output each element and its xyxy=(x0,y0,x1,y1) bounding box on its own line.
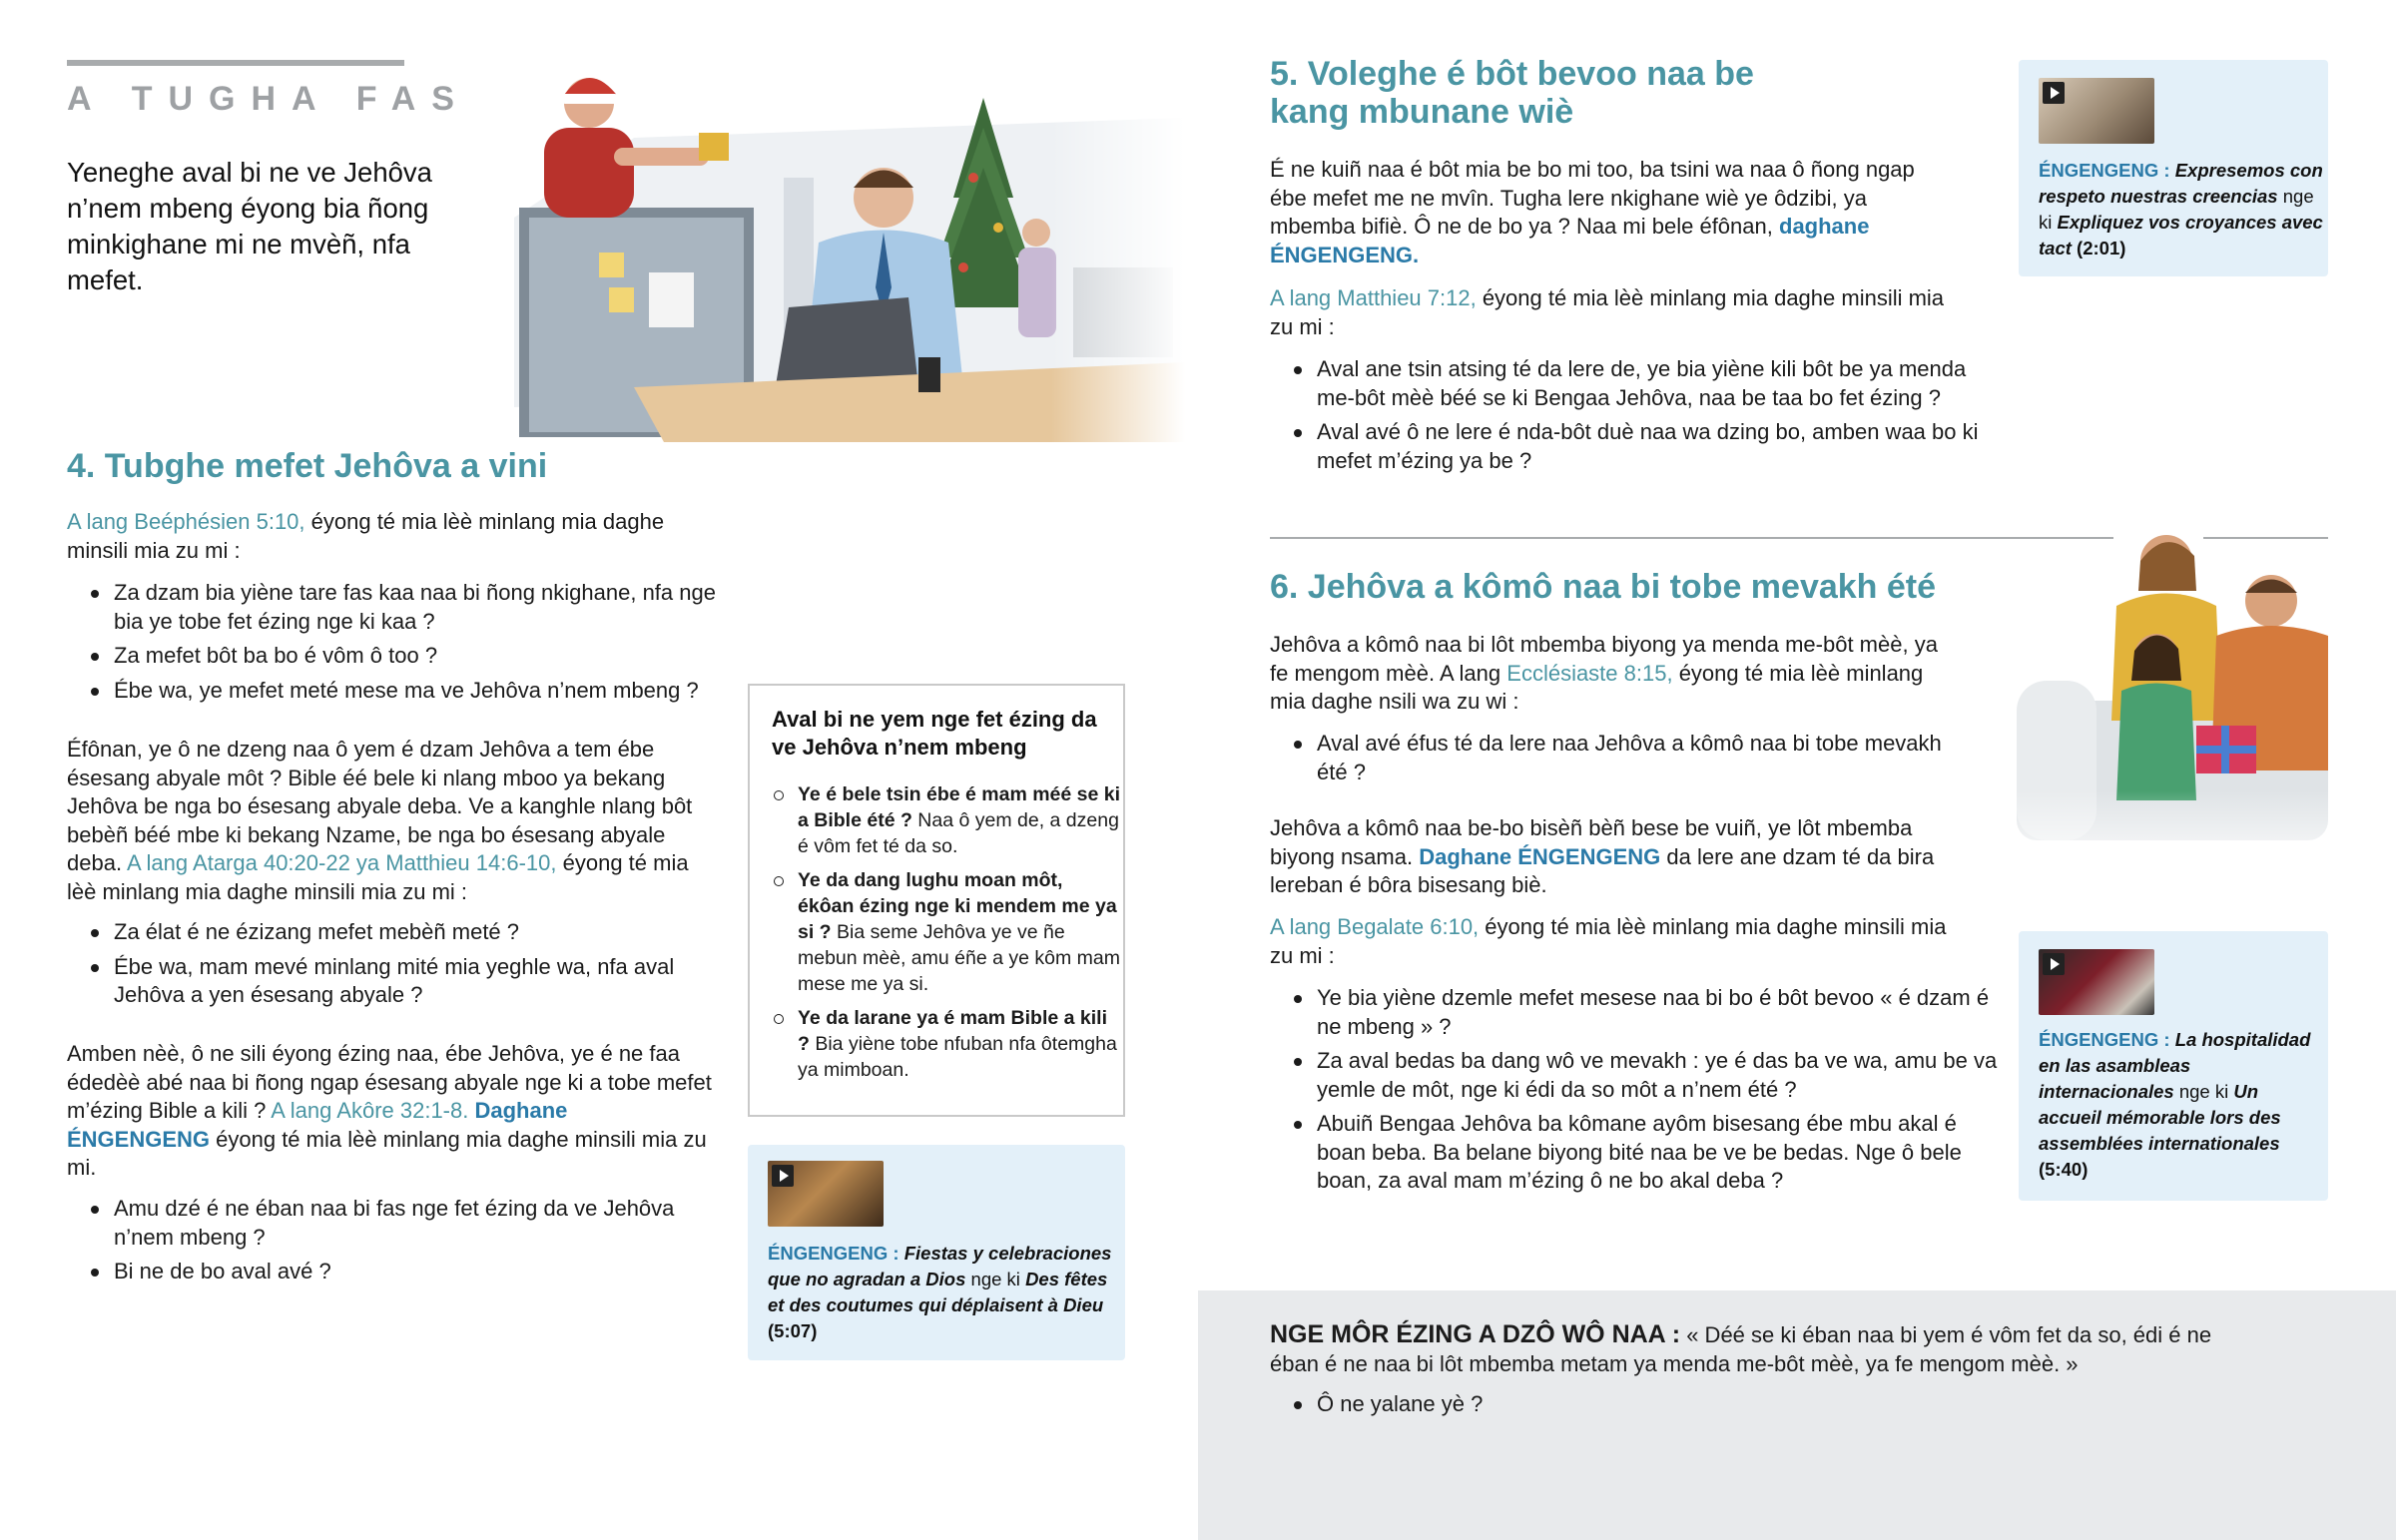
section-6-paragraph-1: Jehôva a kômô naa bi lôt mbemba biyong ya menda me-bôt mèè, ya fe mengom mèè. A lang Ecclésiaste 8:15, éyong té mia lèè minlang mia daghe nsili wa zu wi : xyxy=(1270,632,1938,714)
section-5-bullets xyxy=(1270,355,2009,481)
scripture-ref-atarga[interactable]: A lang Atarga 40:20-22 ya Matthieu 14:6-10, xyxy=(126,850,557,875)
section-4-bullets-2 xyxy=(67,918,706,1016)
bullet-item: Aval avé éfus té da lere naa Jehôva a kômô naa bi tobe mevakh été ? xyxy=(1270,730,1969,786)
footer-question: Ô ne yalane yè ? xyxy=(1270,1390,2168,1419)
bullet-item: Amu dzé é ne éban naa bi fas nge fet ézing da ve Jehôva n’nem mbeng ? xyxy=(67,1195,716,1252)
section-6-paragraph-2: Jehôva a kômô naa be-bo bisèñ bèñ bese be vuiñ, ye lôt mbemba biyong nsama. Daghane ÉNGENGENG da lere ane dzam té da bira lereban é bôra bisesang biè. xyxy=(1270,815,1935,897)
bullet-item: Abuiñ Bengaa Jehôva ba kômane ayôm bisesang ébe mbu akal é boan beba. Ba belane biyong bité naa be ve be bedas. Nge ô bele boan, za aval mam m’ézing ô ne bo akal deba ? xyxy=(1270,1110,1999,1196)
video-card-hospitalidad[interactable] xyxy=(2019,931,2328,1201)
section-6-bullets-1 xyxy=(1270,730,1969,792)
question-item: Ye da dang lughu moan môt, ékôan ézing nge ki mendem me ya si ? Bia seme Jehôva ye ve ñe mebun mèè, amu éñe a ye kôm mam mese me ya si. xyxy=(750,867,1121,997)
engengeng-link[interactable]: daghane ÉNGENGENG. xyxy=(1270,214,1870,267)
family-illustration xyxy=(2017,521,2328,880)
section-4-paragraph-1: A lang Beéphésien 5:10, éyong té mia lèè minlang mia daghe minsili mia zu mi : xyxy=(67,509,665,563)
bullet-item: Ébe wa, mam mevé minlang mité mia yeghle wa, nfa aval Jehôva a yen ésesang abyale ? xyxy=(67,953,706,1010)
section-label: A TUGHA FAS xyxy=(67,80,470,118)
question-box-title: Aval bi ne yem nge fet ézing da ve Jehôva n’nem mbeng xyxy=(772,707,1097,760)
section-4-bullets-3 xyxy=(67,1195,716,1292)
bullet-item: Za élat é ne ézizang mefet mebèñ meté ? xyxy=(67,918,706,947)
bullet-item: Aval avé ô ne lere é nda-bôt duè naa wa dzing bo, amben waa bo ki mefet m’ézing ya be ? xyxy=(1270,418,2009,475)
office-illustration xyxy=(514,58,1185,442)
bullet-item: Bi ne de bo aval avé ? xyxy=(67,1258,716,1286)
section-4-title: 4. Tubghe mefet Jehôva a vini xyxy=(67,447,548,485)
video-card-fiestas[interactable] xyxy=(748,1145,1125,1360)
bullet-item: Aval ane tsin atsing té da lere de, ye bia yiène kili bôt be ya menda me-bôt mèè béé se ki Bengaa Jehôva, naa be taa bo fet ézing ? xyxy=(1270,355,2009,412)
bullet-item: Za dzam bia yiène tare fas kaa naa bi ñong nkighane, nfa nge bia ye tobe fet ézing nge ki kaa ? xyxy=(67,579,746,636)
video-card-expresemos[interactable] xyxy=(2019,60,2328,276)
scripture-ref-ephesians[interactable]: A lang Beéphésien 5:10, xyxy=(67,509,305,534)
question-item: Ye é bele tsin ébe é mam méé se ki a Bible été ? Naa ô yem de, a dzeng é vôm fet té da so. xyxy=(750,781,1121,859)
scripture-ref-akore[interactable]: A lang Akôre 32:1-8. xyxy=(271,1098,469,1123)
bullet-item: Ébe wa, ye mefet meté mese ma ve Jehôva n’nem mbeng ? xyxy=(67,677,746,706)
section-4-paragraph-3: Amben nèè, ô ne sili éyong ézing naa, ébe Jehôva, ye é ne faa édedèè abé naa bi ñong ngap ésesang abyale nge ki a tobe mefet m’ézing Bible a kili ? A lang Akôre 32:1-8. Daghane ÉNGENGENG éyong té mia lèè minlang mia daghe minsili mia zu mi. xyxy=(67,1041,712,1180)
scripture-ref-ecclesiaste[interactable]: Ecclésiaste 8:15, xyxy=(1506,660,1673,686)
section-4-paragraph-2: Éfônan, ye ô ne dzeng naa ô yem é dzam Jehôva a tem ébe ésesang abyale môt ? Bible éé bele ki nlang mboo ya bekang Jehôva be nga bo ésesang abyale deba. Ve a kanghle nlang bôt bebèñ béé mbe ki bekang Nzame, be nga bo ésesang abyale deba. A lang Atarga 40:20-22 ya Matthieu 14:6-10, éyong té mia lèè minlang mia daghe minsili mia zu mi : xyxy=(67,737,693,904)
footer-panel xyxy=(1198,1290,2396,1540)
video-caption: ÉNGENGENG : La hospitalidad en las asambleas internacionales nge ki Un accueil mémorable lors des assemblées internationales (5:40) xyxy=(2039,1029,2311,1180)
section-5-title: 5. Voleghe é bôt bevoo naa be kang mbunane wiè xyxy=(1270,55,1754,131)
scripture-ref-matthieu[interactable]: A lang Matthieu 7:12, xyxy=(1270,285,1477,310)
engengeng-link[interactable]: Daghane ÉNGENGENG xyxy=(1419,843,1661,869)
footer-heading: NGE MÔR ÉZING A DZÔ WÔ NAA : xyxy=(1270,1320,1681,1348)
section-5-paragraph-2: A lang Matthieu 7:12, éyong té mia lèè minlang mia daghe minsili mia zu mi : xyxy=(1270,285,1945,339)
section-label-rule xyxy=(67,60,404,66)
bullet-item: Za mefet bôt ba bo é vôm ô too ? xyxy=(67,642,746,671)
bullet-item: Ye bia yiène dzemle mefet mesese naa bi bo é bôt bevoo « é dzam é ne mbeng » ? xyxy=(1270,984,1999,1041)
scripture-ref-begalate[interactable]: A lang Begalate 6:10, xyxy=(1270,914,1480,939)
section-5-paragraph-1: É ne kuiñ naa é bôt mia be bo mi too, ba tsini wa naa ô ñong ngap ébe mefet me ne mvîn. Tugha lere nkighane wiè ye ôdzibi, ya mbemba bifiè. Ô ne de bo ya ? Naa mi bele éfônan, daghane ÉNGENGENG. xyxy=(1270,157,1915,267)
question-box xyxy=(748,684,1125,1117)
play-icon xyxy=(2043,953,2065,975)
footer-quote: NGE MÔR ÉZING A DZÔ WÔ NAA : « Déé se ki éban naa bi yem é vôm fet da so, édi é ne éban é ne naa bi lôt mbemba metam ya menda me-bôt mèè, ya fe mengom mèè. » xyxy=(1270,1320,2212,1376)
video-thumbnail[interactable] xyxy=(2039,78,2154,144)
video-thumbnail[interactable] xyxy=(2039,949,2154,1015)
section-6-paragraph-3: A lang Begalate 6:10, éyong té mia lèè minlang mia daghe minsili mia zu mi : xyxy=(1270,914,1947,968)
play-icon xyxy=(2043,82,2065,104)
video-caption: ÉNGENGENG : Expresemos con respeto nuestras creencias nge ki Expliquez vos croyances avec tact (2:01) xyxy=(2039,160,2323,258)
video-thumbnail[interactable] xyxy=(768,1161,884,1227)
section-4-bullets-1 xyxy=(67,579,746,711)
play-icon xyxy=(772,1165,794,1187)
question-item: Ye da larane ya é mam Bible a kili ? Bia yiène tobe nfuban nfa ôtemgha ya mimboan. xyxy=(750,1005,1121,1083)
intro-text: Yeneghe aval bi ne ve Jehôva n’nem mbeng éyong bia ñong minkighane mi ne mvèñ, nfa mefet. xyxy=(67,157,432,295)
video-caption: ÉNGENGENG : Fiestas y celebraciones que no agradan a Dios nge ki Des fêtes et des coutumes qui déplaisent à Dieu (5:07) xyxy=(768,1243,1112,1341)
section-divider xyxy=(1270,537,2113,539)
bullet-item: Za aval bedas ba dang wô ve mevakh : ye é das ba ve wa, amu be va yemle de môt, nge ki édi da so môt a n’nem été ? xyxy=(1270,1047,1999,1104)
engengeng-link[interactable]: Daghane ÉNGENGENG xyxy=(67,1098,568,1152)
section-6-bullets-2 xyxy=(1270,984,1999,1202)
section-6-title: 6. Jehôva a kômô naa bi tobe mevakh été xyxy=(1270,568,1937,606)
